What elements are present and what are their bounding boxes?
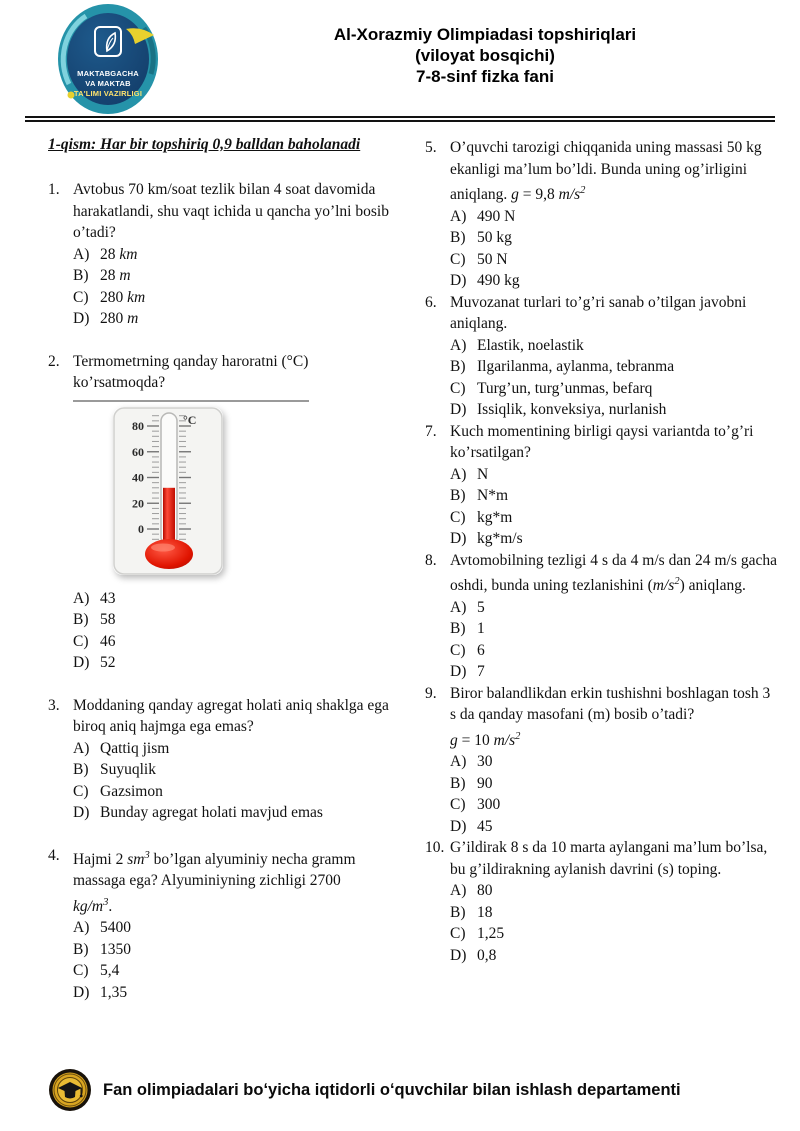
question-number: 8.: [425, 551, 437, 569]
question-text: G’ildirak 8 s da 10 marta aylangani ma’lum bo’lsa, bu g’ildirakning aylanish davrini (s) toping.: [450, 839, 768, 878]
answer-options: [450, 206, 777, 292]
option-letter: C): [450, 508, 466, 526]
answer-option: [450, 618, 777, 640]
option-letter: D): [450, 663, 467, 681]
option-letter: A): [73, 245, 90, 263]
option-text: Turg’un, turg’unmas, befarq: [477, 379, 653, 397]
option-letter: D): [73, 983, 90, 1001]
option-text: 490 kg: [477, 272, 520, 290]
option-text: 28 km: [100, 245, 138, 263]
answer-option: [73, 917, 395, 939]
option-text: 1,35: [100, 983, 128, 1001]
answer-option: [450, 816, 777, 838]
option-text: 5: [477, 598, 485, 616]
question-item: [48, 351, 395, 674]
option-text: 5400: [100, 919, 131, 937]
answer-option: [73, 652, 395, 674]
answer-option: [450, 464, 777, 486]
question-item: [425, 137, 777, 292]
question-item: [425, 550, 777, 683]
option-letter: B): [450, 229, 466, 247]
answer-option: [73, 982, 395, 1004]
option-letter: D): [450, 946, 467, 964]
answer-option: [450, 356, 777, 378]
title-line-1: Al-Xorazmiy Olimpiadasi topshiriqlari: [333, 25, 637, 44]
option-letter: D): [450, 817, 467, 835]
option-text: 1: [477, 620, 485, 638]
option-letter: A): [73, 589, 90, 607]
option-letter: A): [450, 882, 467, 900]
option-letter: A): [450, 753, 467, 771]
option-letter: B): [450, 620, 466, 638]
question-number: 2.: [48, 352, 60, 370]
answer-options: [73, 917, 395, 1003]
question-number: 5.: [425, 139, 437, 156]
option-letter: B): [73, 940, 89, 958]
option-letter: C): [450, 250, 466, 268]
option-text: Issiqlik, konveksiya, nurlanish: [477, 401, 667, 419]
option-text: Ilgarilanma, aylanma, tebranma: [477, 358, 675, 376]
footer-text: Fan olimpiadalari boʻyicha iqtidorli oʻquvchilar bilan ishlash departamenti: [103, 1080, 681, 1099]
option-letter: A): [73, 919, 90, 937]
left-column: [48, 135, 395, 1024]
answer-options: [73, 738, 395, 824]
answer-option: [73, 287, 395, 309]
question-number: 6.: [425, 293, 437, 311]
option-text: 490 N: [477, 207, 516, 225]
answer-option: [73, 781, 395, 803]
department-logo: [48, 1068, 92, 1112]
answer-option: [450, 378, 777, 400]
svg-text:40: 40: [132, 470, 144, 484]
question-number: 1.: [48, 181, 60, 198]
ministry-logo: [56, 2, 160, 116]
answer-option: [450, 661, 777, 683]
option-letter: C): [73, 288, 89, 306]
option-text: 58: [100, 611, 116, 628]
answer-option: [450, 597, 777, 619]
question-text: Termometrning qanday haroratni (°C) ko’rsatmoqda?: [73, 352, 309, 391]
option-letter: D): [73, 310, 90, 327]
svg-text:°C: °C: [183, 412, 197, 427]
option-text: 300: [477, 796, 501, 814]
title-line-3: 7-8-sinf fizka fani: [416, 67, 554, 86]
option-text: Gazsimon: [100, 782, 163, 800]
option-letter: B): [73, 761, 89, 778]
logo-text-line-2: VA MAKTAB: [85, 79, 131, 88]
answer-option: [450, 485, 777, 507]
option-text: 80: [477, 882, 493, 900]
question-text: Muvozanat turlari to’g’ri sanab o’tilgan javobni aniqlang.: [450, 293, 747, 333]
option-letter: C): [450, 796, 466, 814]
option-letter: B): [450, 358, 466, 376]
question-item: [48, 179, 395, 330]
answer-option: [73, 759, 395, 781]
question-item: [425, 683, 777, 838]
question-text: Biror balandlikdan erkin tushishni boshlagan tosh 3 s da qanday masofani (m) bosib o’tadi? g = 10 $m/s^2$: [450, 684, 771, 749]
question-text: Moddaning qanday agregat holati aniq shaklga ega biroq aniq hajmga ega emas?: [73, 696, 389, 735]
answer-option: [73, 265, 395, 287]
option-text: 6: [477, 641, 485, 659]
thermometer-figure: [113, 407, 223, 575]
question-number: 4.: [48, 846, 60, 864]
option-letter: D): [73, 804, 90, 821]
question-text: Hajmi 2 $sm^3$ bo’lgan alyuminiy necha gramm massaga ega? Alyuminiyning zichligi 2700 $kg/m^3$.: [73, 849, 356, 915]
ministry-logo-image: [56, 2, 160, 116]
thermometer-image: [113, 407, 223, 575]
answer-option: [450, 902, 777, 924]
question-item: [425, 837, 777, 966]
option-letter: C): [73, 962, 89, 980]
answer-option: [450, 206, 777, 228]
option-text: 18: [477, 903, 493, 921]
option-text: Elastik, noelastik: [477, 336, 584, 354]
document-footer: [48, 1068, 681, 1112]
option-text: kg*m: [477, 508, 513, 526]
answer-option: [450, 773, 777, 795]
answer-option: [450, 880, 777, 902]
answer-options: [450, 597, 777, 683]
answer-option: [450, 945, 777, 967]
document-title: [180, 0, 790, 87]
option-letter: A): [450, 465, 467, 483]
right-column: [425, 135, 777, 1024]
option-letter: A): [450, 207, 467, 225]
option-text: 30: [477, 753, 493, 771]
answer-option: [450, 923, 777, 945]
option-letter: C): [450, 925, 466, 943]
question-number: 10.: [425, 839, 445, 857]
question-item: [48, 695, 395, 824]
option-letter: B): [450, 903, 466, 921]
option-text: N*m: [477, 487, 508, 505]
option-text: 280 km: [100, 288, 146, 306]
option-letter: A): [450, 598, 467, 616]
option-text: 52: [100, 654, 116, 671]
answer-option: [450, 528, 777, 550]
option-letter: C): [450, 379, 466, 397]
answer-option: [450, 399, 777, 421]
logo-text-line-3: TA'LIMI VAZIRLIGI: [73, 89, 143, 98]
questions-area: [0, 122, 800, 1024]
answer-option: [73, 738, 395, 760]
title-line-2: (viloyat bosqichi): [415, 46, 555, 65]
option-letter: C): [450, 641, 466, 659]
option-text: 0,8: [477, 946, 497, 964]
option-text: 1,25: [477, 925, 505, 943]
option-letter: D): [450, 401, 467, 419]
question-text: Avtobus 70 km/soat tezlik bilan 4 soat davomida harakatlandi, shu vaqt ichida u qancha yo’lni bosib o’tadi?: [73, 181, 389, 241]
option-letter: A): [73, 739, 90, 757]
answer-option: [450, 507, 777, 529]
answer-option: [73, 802, 395, 824]
option-text: 46: [100, 632, 116, 650]
option-letter: B): [73, 267, 89, 284]
answer-option: [73, 631, 395, 653]
section-heading: 1-qism: Har bir topshiriq 0,9 balldan baholanadi: [48, 136, 361, 153]
option-text: 5,4: [100, 962, 120, 980]
answer-option: [450, 751, 777, 773]
option-text: 45: [477, 817, 493, 835]
option-text: 28 m: [100, 267, 131, 284]
option-text: 50 kg: [477, 229, 512, 247]
option-letter: D): [450, 530, 467, 548]
question-text: Kuch momentining birligi qaysi variantda to’g’ri ko’rsatilgan?: [450, 422, 754, 462]
answer-option: [73, 939, 395, 961]
option-letter: D): [450, 272, 467, 290]
answer-options: [450, 335, 777, 421]
answer-option: [450, 794, 777, 816]
option-letter: A): [450, 336, 467, 354]
question-number: 7.: [425, 422, 437, 440]
answer-options: [450, 464, 777, 550]
option-text: kg*m/s: [477, 530, 523, 548]
answer-option: [73, 609, 395, 631]
question-text: O’quvchi tarozigi chiqqanida uning massasi 50 kg ekanligi ma’lum bo’ldi. Bunda uning og’irligini aniqlang. g = 9,8 $m/s^2$: [450, 139, 762, 204]
option-letter: B): [73, 611, 89, 628]
option-letter: D): [73, 654, 90, 671]
svg-text:20: 20: [132, 495, 144, 510]
answer-option: [450, 227, 777, 249]
figure-divider: [73, 400, 309, 402]
option-letter: B): [450, 774, 466, 792]
question-item: [425, 292, 777, 421]
option-text: 7: [477, 663, 485, 681]
option-letter: C): [73, 782, 89, 800]
svg-text:80: 80: [132, 418, 144, 433]
document-header: [0, 0, 800, 116]
option-text: Suyuqlik: [100, 761, 156, 778]
answer-options: [73, 588, 395, 674]
option-letter: B): [450, 487, 466, 505]
logo-text-line-1: MAKTABGACHA: [77, 69, 139, 78]
answer-option: [73, 960, 395, 982]
option-letter: C): [73, 632, 89, 650]
answer-option: [73, 244, 395, 266]
question-number: 9.: [425, 684, 437, 702]
option-text: 90: [477, 774, 493, 792]
answer-option: [73, 308, 395, 330]
question-text: Avtomobilning tezligi 4 s da 4 m/s dan 24 m/s gacha oshdi, bunda uning tezlanishini $(m/s^2)$ aniqlang.: [450, 551, 777, 595]
option-text: N: [477, 465, 489, 483]
question-number: 3.: [48, 696, 60, 714]
option-text: 43: [100, 589, 116, 607]
answer-options: [73, 244, 395, 330]
svg-text:60: 60: [132, 444, 144, 459]
answer-option: [73, 588, 395, 610]
option-text: Bunday agregat holati mavjud emas: [100, 804, 323, 821]
option-text: 50 N: [477, 250, 508, 268]
question-item: [48, 845, 395, 1004]
option-text: Qattiq jism: [100, 739, 170, 757]
answer-option: [450, 335, 777, 357]
answer-option: [450, 640, 777, 662]
question-item: [425, 421, 777, 550]
answer-option: [450, 249, 777, 271]
svg-text:0: 0: [138, 521, 144, 536]
answer-option: [450, 270, 777, 292]
option-text: 1350: [100, 940, 131, 958]
option-text: 280 m: [100, 310, 139, 327]
answer-options: [450, 751, 777, 837]
answer-options: [450, 880, 777, 966]
